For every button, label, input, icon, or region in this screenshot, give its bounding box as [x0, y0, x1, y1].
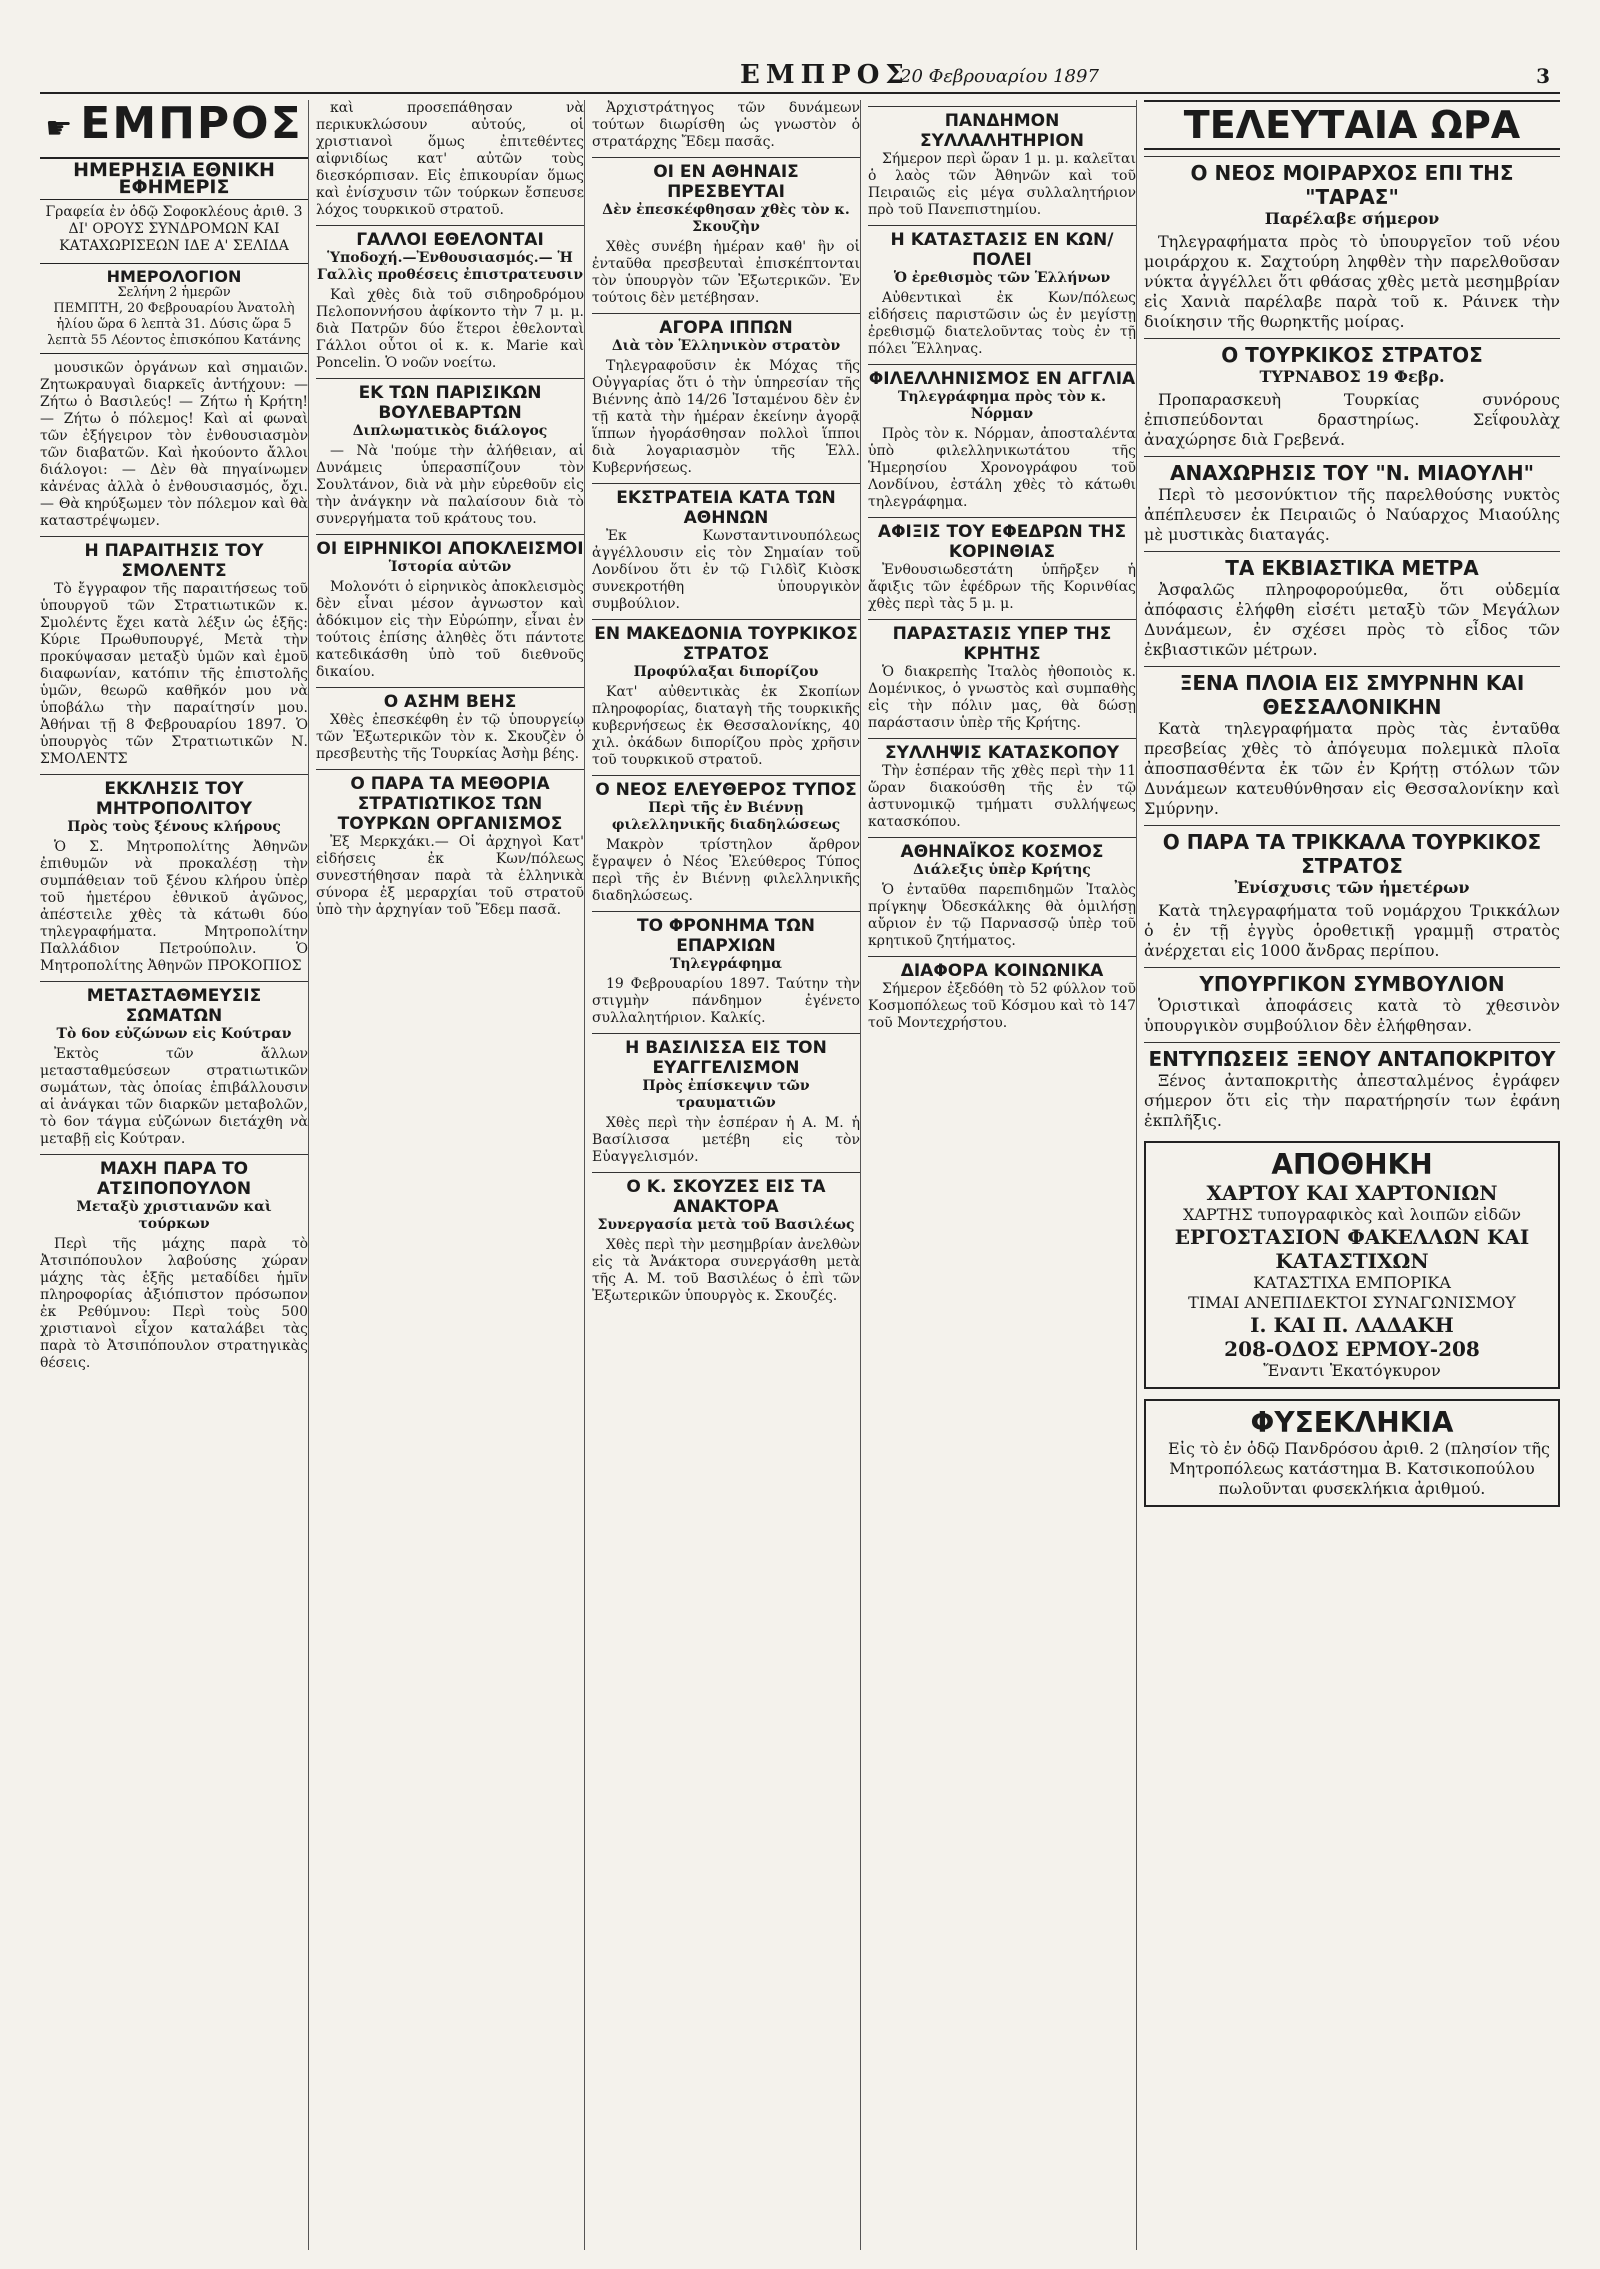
page-number: 3 [1536, 64, 1550, 88]
masthead-logo: ☛ ΕΜΠΡΟΣ [45, 100, 303, 149]
article-heading: ΤΟ ΦΡΟΝΗΜΑ ΤΩΝ ΕΠΑΡΧΙΩΝ [592, 911, 860, 956]
article-heading: ΜΑΧΗ ΠΑΡΑ ΤΟ ΑΤΣΙΠΟΠΟΥΛΟΝ [40, 1154, 308, 1199]
article-heading: ΓΑΛΛΟΙ ΕΘΕΛΟΝΤΑΙ [316, 225, 584, 250]
article-heading: ΕΚΣΤΡΑΤΕΙΑ ΚΑΤΑ ΤΩΝ ΑΘΗΝΩΝ [592, 483, 860, 528]
article-heading: Ο ΝΕΟΣ ΜΟΙΡΑΡΧΟΣ ΕΠΙ ΤΗΣ "ΤΑΡΑΣ" [1144, 156, 1560, 209]
article-subheading: Πρὸς τοὺς ξένους κλήρους [67, 819, 281, 835]
column-3 [592, 100, 861, 2250]
article-heading: Ο ΠΑΡΑ ΤΑ ΜΕΘΟΡΙΑ ΣΤΡΑΤΙΩΤΙΚΟΣ ΤΩΝ ΤΟΥΡΚΩΝ ΟΡΓΑΝΙΣΜΟΣ [316, 769, 584, 834]
article-subheading: Διπλωματικὸς διάλογος [352, 423, 548, 439]
article-heading: ΠΑΝΔΗΜΟΝ ΣΥΛΛΑΛΗΤΗΡΙΟΝ [868, 106, 1136, 151]
article-subheading: Διὰ τὸν Ἑλληνικὸν στρατὸν [611, 338, 841, 354]
article-text: Προπαρασκευὴ Τουρκίας συνόρους ἐπισπεύδονται δραστηρίως. Σεΐφουλὰχ ἀναχώρησε διὰ Γρεβενά. [1144, 390, 1560, 449]
ad-line: ΤΙΜΑΙ ΑΝΕΠΙΔΕΚΤΟΙ ΣΥΝΑΓΩΝΙΣΜΟΥ [1188, 1293, 1516, 1312]
article-subheading: Ὑποδοχή.—Ἐνθουσιασμός.— Ἡ Γαλλὶς προθέσεις ἐπιστρατευσιν [316, 250, 584, 283]
article-text: Τηλεγραφήματα πρὸς τὸ ὑπουργεῖον τοῦ νέου μοιράρχου κ. Σαχτούρη ληφθὲν τὴν παρελθοῦσαν νύκτα ἀγγέλλει ὅτι φθάσας χθὲς μετὰ μεσημβρίαν εἰς Χανιὰ παρέλαβε παρὰ τοῦ κ. Ράινεκ τὴν διοίκησιν τῆς θωρηκτῆς μοίρας. [1144, 232, 1560, 331]
article-subheading: Τηλεγράφημα πρὸς τὸν κ. Νόρμαν [898, 389, 1106, 422]
article-heading: Η ΠΑΡΑΙΤΗΣΙΣ ΤΟΥ ΣΜΟΛΕΝΤΣ [40, 536, 308, 581]
article-heading: Ο Κ. ΣΚΟΥΖΕΣ ΕΙΣ ΤΑ ΑΝΑΚΤΟΡΑ [592, 1172, 860, 1217]
last-hour-heading: ΤΕΛΕΥΤΑΙΑ ΩΡΑ [1144, 100, 1560, 150]
masthead-office: Γραφεία ἐν ὁδῷ Σοφοκλέους ἀριθ. 3 [45, 204, 303, 220]
article-heading: Η ΒΑΣΙΛΙΣΣΑ ΕΙΣ ΤΟΝ ΕΥΑΓΓΕΛΙΣΜΟΝ [592, 1033, 860, 1078]
article-heading: ΑΘΗΝΑΪΚΟΣ ΚΟΣΜΟΣ [868, 837, 1136, 862]
article-subheading: Τὸ 6ον εὐζώνων εἰς Κούτραν [56, 1026, 292, 1042]
masthead [40, 100, 308, 255]
article-subheading: Διάλεξις ὑπὲρ Κρήτης [913, 862, 1091, 878]
article-text: καὶ προσεπάθησαν νὰ περικυκλώσουν αὐτούς, οἱ χριστιανοὶ ὅμως ἐπιτεθέντες αἰφνιδίως κατ' αὐτῶν τοὺς διεσκόρπισαν. Εἰς ἐπικουρίαν ὅμως καὶ ἐνίσχυσιν τῶν τούρκων ἔσπευσε λόχος τουρκικοῦ στρατοῦ. [316, 100, 584, 218]
article-text: Κατὰ τηλεγραφήματα τοῦ νομάρχου Τρικκάλων ὁ ἐν τῇ ἐγγὺς ὁροθετικῇ γραμμῇ στρατὸς ἀνέρχεται εἰς 1000 ἄνδρας περίπου. [1144, 901, 1560, 960]
article-text: Ἐνθουσιωδεστάτη ὑπῆρξεν ἡ ἄφιξις τῶν ἐφέδρων τῆς Κορινθίας χθὲς περὶ τὰς 5 μ. μ. [868, 562, 1136, 612]
article-subheading: Ὁ ἐρεθισμὸς τῶν Ἑλλήνων [893, 270, 1111, 286]
article-text: Σήμερον ἐξεδόθη τὸ 52 φύλλον τοῦ Κοσμοπόλεως τοῦ Κόσμου καὶ τὸ 147 τοῦ Μοντεχρήστου. [868, 981, 1136, 1031]
article-text: Ἀρχιστράτηγος τῶν δυνάμεων τούτων διωρίσθη ὡς γνωστὸν ὁ στρατάρχης Ἔδεμ πασᾶς. [592, 100, 860, 150]
article-text: Ἐκτὸς τῶν ἄλλων μετασταθμεύσεων στρατιωτικῶν σωμάτων, τὰς ὁποίας ἐπιβάλλουσιν αἱ ἀνάγκαι τῶν διαρκῶν μεταβολῶν, τὸ 6ον τάγμα εὐζώνων διετάχθη νὰ μεταβῇ εἰς Κούτραν. [40, 1046, 308, 1147]
ad-title: ΦΥΣΕΚΛΗΚΙΑ [1250, 1406, 1454, 1439]
article-heading: ΜΕΤΑΣΤΑΘΜΕΥΣΙΣ ΣΩΜΑΤΩΝ [40, 981, 308, 1026]
article-text: Μολονότι ὁ εἰρηνικὸς ἀποκλεισμὸς δὲν εἶναι μέσον ἀγνωστον καὶ ἀδόκιμον εἰς τὴν Εὐρώπην, εἶναι ἐν τούτοις ἐπίσης ἀληθὲς ὅτι πάντοτε κατεδικάσθη ὑπὸ τοῦ διεθνοῦς δικαίου. [316, 579, 584, 680]
article-text: Τηλεγραφοῦσιν ἐκ Μόχας τῆς Οὐγγαρίας ὅτι ὁ τὴν ὑπηρεσίαν τῆς Βιέννης ἀπὸ 14/26 Ἰσταμένου δὲν ἐν τῇ κατὰ τὴν ἡμέραν ἐκείνην ἀγορᾷ ἵππων ἠγοράσθησαν πολλοὶ ἵπποι διὰ λογαριασμὸν τῆς Ἑλλ. Κυβερνήσεως. [592, 358, 860, 476]
column-4 [868, 100, 1137, 2250]
article-text: Ξένος ἀνταποκριτὴς ἀπεσταλμένος ἐγράφεν σήμερον ὅτι εἰς τὴν παρατήρησίν των ἐφάνη ἐκπλῆξις. [1144, 1071, 1560, 1130]
article-heading: Ο ΝΕΟΣ ΕΛΕΥΘΕΡΟΣ ΤΥΠΟΣ [592, 775, 860, 800]
article-subheading: Περὶ τῆς ἐν Βιέννῃ φιλελληνικῆς διαδηλώσεως [611, 800, 841, 833]
article-text: Τὴν ἑσπέραν τῆς χθὲς περὶ τὴν 11 ὥραν διακούσθη τῆς ἐν τῷ ἀστυνομικῷ τμήματι συλλήψεως κατασκόπου. [868, 763, 1136, 830]
article-text: Καὶ χθὲς διὰ τοῦ σιδηροδρόμου Πελοποννήσου ἀφίκοντο τὴν 7 μ. μ. διὰ Πατρῶν δύο ἕτεροι ἐθελονταὶ Γάλλοι οὗτοι οἱ κ. κ. Marie καὶ Poncelin. Ὁ νοῶν νοείτω. [316, 287, 584, 371]
masthead-subtitle: ΗΜΕΡΗΣΙΑ ΕΘΝΙΚΗ ΕΦΗΜΕΡΙΣ [40, 157, 308, 200]
ad-title: ΑΠΟΘΗΚΗ [1271, 1148, 1433, 1181]
cartridge-belts-ad [1144, 1399, 1560, 1507]
article-heading: ΑΝΑΧΩΡΗΣΙΣ ΤΟΥ "Ν. ΜΙΑΟΥΛΗ" [1144, 456, 1560, 485]
article-subheading: Ἐνίσχυσις τῶν ἡμετέρων [1234, 878, 1470, 897]
almanac-text: ΠΕΜΠΤΗ, 20 Φεβρουαρίου Ἀνατολὴ ἡλίου ὥρα 6 λεπτὰ 31. Δύσις ὥρα 5 λεπτὰ 55 Λέοντος ἐπισκόπου Κατάνης [47, 301, 301, 348]
article-heading: ΟΙ ΕΙΡΗΝΙΚΟΙ ΑΠΟΚΛΕΙΣΜΟΙ [316, 534, 584, 559]
article-text: Περὶ τὸ μεσονύκτιον τῆς παρελθούσης νυκτὸς ἀπέπλευσεν ἐκ Πειραιῶς ὁ Ναύαρχος Μιαούλης μὲ μυστικὰς διαταγάς. [1144, 485, 1560, 544]
article-text: Ὁριστικαὶ ἀποφάσεις κατὰ τὸ χθεσινὸν ὑπουργικὸν συμβούλιον δὲν ἐλήφθησαν. [1144, 996, 1560, 1035]
article-heading: ΟΙ ΕΝ ΑΘΗΝΑΙΣ ΠΡΕΣΒΕΥΤΑΙ [592, 157, 860, 202]
article-text: — Νὰ 'πούμε τὴν ἀλήθειαν, αἱ Δυνάμεις ὑπερασπίζουν τὸν Σουλτάνον, διὰ νὰ μὴν εὑρεθοῦν εἰς τὴν ἀνάγκην νὰ παλαίσουν διὰ τὸ συνεργήματα τοῦ κράτους του. [316, 443, 584, 527]
article-text: Ὁ Σ. Μητροπολίτης Ἀθηνῶν ἐπιθυμῶν νὰ προκαλέσῃ τὴν συμπάθειαν τοῦ ξένου κλήρου ὑπὲρ τοῦ ἡμετέρου ἐθνικοῦ ἀγῶνος, ἀπέστειλε χθὲς τὰ κάτωθι δύο τηλεγραφήματα. Μητροπολίτην Παλλάδιον Πετρούπολιν. Ὁ Μητροπολίτης Ἀθηνῶν ΠΡΟΚΟΠΙΟΣ [40, 839, 308, 974]
article-subheading: Τηλεγράφημα [669, 956, 783, 972]
article-text: Αὐθεντικαὶ ἐκ Κων/πόλεως εἰδήσεις παριστῶσιν ὡς ἐν μεγίστῃ ἐρεθισμῷ διατελοῦντας τοὺς ἐν τῇ πόλει Ἕλληνας. [868, 290, 1136, 357]
column-5 [1144, 100, 1560, 2250]
article-heading: ΕΝΤΥΠΩΣΕΙΣ ΞΕΝΟΥ ΑΝΤΑΠΟΚΡΙΤΟΥ [1144, 1042, 1560, 1071]
article-heading: ΔΙΑΦΟΡΑ ΚΟΙΝΩΝΙΚΑ [868, 956, 1136, 981]
article-heading: ΕΚΚΛΗΣΙΣ ΤΟΥ ΜΗΤΡΟΠΟΛΙΤΟΥ [40, 774, 308, 819]
article-subheading: Ἱστορία αὐτῶν [388, 559, 512, 575]
article-text: Ἀσφαλῶς πληροφορούμεθα, ὅτι οὐδεμία ἀπόφασις ἐλήφθη εἰσέτι μεταξὺ τῶν Μεγάλων Δυνάμεων, ἐν σχέσει πρὸς τὸ εἶδος τῶν ἐκβιαστικῶν μέτρων. [1144, 580, 1560, 659]
article-subheading: Συνεργασία μετὰ τοῦ Βασιλέως [597, 1217, 855, 1233]
article-heading: ΠΑΡΑΣΤΑΣΙΣ ΥΠΕΡ ΤΗΣ ΚΡΗΤΗΣ [868, 619, 1136, 664]
article-heading: Η ΚΑΤΑΣΤΑΣΙΣ ΕΝ ΚΩΝ/ΠΟΛΕΙ [868, 225, 1136, 270]
header-date: 20 Φεβρουαρίου 1897 [900, 66, 1099, 87]
article-heading: Ο ΤΟΥΡΚΙΚΟΣ ΣΤΡΑΤΟΣ [1144, 338, 1560, 367]
ad-line: ΧΑΡΤΗΣ τυπογραφικὸς καὶ λοιπῶν εἰδῶν [1183, 1205, 1521, 1224]
almanac [40, 263, 308, 354]
article-subheading: ΤΥΡΝΑΒΟΣ 19 Φεβρ. [1259, 367, 1445, 386]
article-text: Μακρὸν τρίστηλον ἄρθρον ἔγραψεν ὁ Νέος Ἐλεύθερος Τύπος περὶ τῆς ἐν Βιέννῃ φιλελληνικῆς διαδηλώσεως. [592, 837, 860, 904]
article-heading: ΦΙΛΕΛΛΗΝΙΣΜΟΣ ΕΝ ΑΓΓΛΙΑ [868, 364, 1136, 389]
article-text: 19 Φεβρουαρίου 1897. Ταύτην τὴν στιγμὴν πάνδημον ἐγένετο συλλαλητήριον. Καλκίς. [592, 976, 860, 1026]
almanac-moon: Σελήνη 2 ἡμερῶν [117, 285, 231, 300]
article-text: Σήμερον περὶ ὥραν 1 μ. μ. καλεῖται ὁ λαὸς τῶν Ἀθηνῶν καὶ τοῦ Πειραιῶς εἰς μέγα συλλαλητήριον πρὸ τοῦ Πανεπιστημίου. [868, 151, 1136, 218]
article-text: Ὁ διακρεπὴς Ἰταλὸς ἠθοποιὸς κ. Δομένικος, ὁ γνωστὸς καὶ συμπαθὴς εἰς τὴν πόλιν μας, θὰ δώσῃ παράστασιν ὑπὲρ τῆς Κρήτης. [868, 664, 1136, 731]
article-heading: ΑΓΟΡΑ ΙΠΠΩΝ [592, 313, 860, 338]
almanac-heading: ΗΜΕΡΟΛΟΓΙΟΝ [106, 267, 242, 286]
column-2 [316, 100, 585, 2250]
article-text: Χθὲς ἐπεσκέφθη ἐν τῷ ὑπουργείῳ τῶν Ἐξωτερικῶν τὸν κ. Σκουζὲν ὁ πρεσβευτὴς τῆς Τουρκίας Ἀσὴμ βέης. [316, 712, 584, 762]
article-subheading: Προφύλαξαι διπορίζου [633, 664, 819, 680]
article-heading: ΞΕΝΑ ΠΛΟΙΑ ΕΙΣ ΣΜΥΡΝΗΝ ΚΑΙ ΘΕΣΣΑΛΟΝΙΚΗΝ [1144, 666, 1560, 719]
article-text: Χθὲς περὶ τὴν μεσημβρίαν ἀνελθὼν εἰς τὰ Ἀνάκτορα συνεργάσθη μετὰ τῆς Α. Μ. τοῦ Βασιλέως ὁ ἐπὶ τῶν Ἐξωτερικῶν ὑπουργὸς κ. Σκουζές. [592, 1237, 860, 1304]
article-heading: ΑΦΙΞΙΣ ΤΟΥ ΕΦΕΔΡΩΝ ΤΗΣ ΚΟΡΙΝΘΙΑΣ [868, 517, 1136, 562]
article-text: μουσικῶν ὀργάνων καὶ σημαιῶν. Ζητωκραυγαὶ διαρκεῖς ἀντήχουν: — Ζήτω ὁ Βασιλεύς! — Ζήτω ἡ Κρήτη! — Ζήτω ὁ πόλεμος! Καὶ αἱ φωναὶ τῶν ἐξήγειρον τὸν ἐνθουσιασμὸν τῶν διαβατῶν. Καὶ ἠκούοντο ἄλλοι διάλογοι: — Δὲν θὰ πηγαίνωμεν κἀνένας ἀλλὰ ὁ ἐνθουσιασμός, ὄχι. — Θὰ κηρύξωμεν τὸν πόλεμον καὶ θὰ καταστρέψωμεν. [40, 360, 308, 529]
article-text: Χθὲς περὶ τὴν ἑσπέραν ἡ Α. Μ. ἡ Βασίλισσα μετέβη εἰς τὸν Εὐαγγελισμόν. [592, 1115, 860, 1165]
article-heading: ΕΝ ΜΑΚΕΔΟΝΙΑ ΤΟΥΡΚΙΚΟΣ ΣΤΡΑΤΟΣ [592, 619, 860, 664]
article-text: Τὸ ἔγγραφον τῆς παραιτήσεως τοῦ ὑπουργοῦ τῶν Στρατιωτικῶν κ. Σμολέντς ἔχει κατὰ λέξιν ὡς ἑξῆς: Κύριε Πρωθυπουργέ, Μετὰ τὴν προκύψασαν μεταξὺ ὑμῶν καὶ ἐμοῦ διαφωνίαν, κατόπιν τῆς ἐπιστολῆς ὑμῶν, θεωρῶ καθῆκόν μου νὰ ὑποβάλω τὴν παραίτησίν μου. Ἀθήναι τῇ 8 Φεβρουαρίου 1897. Ὁ ὑπουργὸς τῶν Στρατιωτικῶν Ν. ΣΜΟΛΕΝΤΣ [40, 581, 308, 767]
ad-line: Ι. ΚΑΙ Π. ΛΑΔΑΚΗ [1250, 1313, 1454, 1337]
article-text: Ἐκ Κωνσταντινουπόλεως ἀγγέλλουσιν εἰς τὸν Σημαίαν τοῦ Λονδίνου ὅτι ἐν τῷ Γιλδὶζ Κιὸσκ συνεκροτήθη ὑπουργικὸν συμβούλιον. [592, 528, 860, 612]
article-subheading: Μεταξὺ χριστιανῶν καὶ τούρκων [76, 1199, 272, 1232]
ad-line: Ἔναντι Ἑκατόγκυρον [1263, 1361, 1441, 1380]
article-text: Χθὲς συνέβη ἡμέραν καθ' ἣν οἱ ἐνταῦθα πρεσβευταὶ ἐπισκέπτονται τὸν ὑπουργὸν τῶν Ἐξωτερικῶν. Ἐν τούτοις δὲν μετέβησαν. [592, 239, 860, 306]
header-title: ΕΜΠΡΟΣ [740, 60, 910, 90]
article-heading: ΣΥΛΛΗΨΙΣ ΚΑΤΑΣΚΟΠΟΥ [868, 738, 1136, 763]
article-heading: ΕΚ ΤΩΝ ΠΑΡΙΣΙΚΩΝ ΒΟΥΛΕΒΑΡΤΩΝ [316, 378, 584, 423]
article-heading: Ο ΑΣΗΜ ΒΕΗΣ [316, 687, 584, 712]
ad-line: ΧΑΡΤΟΥ ΚΑΙ ΧΑΡΤΟΝΙΩΝ [1206, 1181, 1498, 1205]
article-heading: ΤΑ ΕΚΒΙΑΣΤΙΚΑ ΜΕΤΡΑ [1144, 551, 1560, 580]
ad-line: 208-ΟΔΟΣ ΕΡΜΟΥ-208 [1224, 1337, 1480, 1361]
paper-warehouse-ad [1144, 1141, 1560, 1389]
article-subheading: Δὲν ἐπεσκέφθησαν χθὲς τὸν κ. Σκουζὴν [602, 202, 850, 235]
article-text: Πρὸς τὸν κ. Νόρμαν, ἀποσταλέντα ὑπὸ φιλελληνικωτάτου τῆς Ἡμερησίου Χρονογράφου τοῦ Λονδίνου, ἐστάλη χθὲς τὸ κάτωθι τηλεγράφημα. [868, 426, 1136, 510]
column-1 [40, 100, 309, 2250]
article-text: Ἐξ Μερκχάκι.— Οἱ ἀρχηγοὶ Κατ' εἰδήσεις ἐκ Κων/πόλεως συνεστήθησαν παρὰ τὰ ἑλληνικὰ σύνορα ἐξ μεραρχίαι τοῦ στρατοῦ ὑπὸ τὴν ἀρχηγίαν τοῦ Ἔδεμ πασᾶ. [316, 834, 584, 918]
article-text: Κατ' αὐθεντικὰς ἐκ Σκοπίων πληροφορίας, διαταγὴ τῆς τουρκικῆς κυβερνήσεως ἐκ Θεσσαλονίκης, 40 χιλ. ὀκάδων διπορίζου πρὸς χρῆσιν τοῦ τουρκικοῦ στρατοῦ. [592, 684, 860, 768]
ad-text: Εἰς τὸ ἐν ὁδῷ Πανδρόσου ἀριθ. 2 (πλησίον τῆς Μητροπόλεως κατάστημα Β. Κατσικοπούλου πωλοῦνται φυσεκλήκια ἀριθμού. [1168, 1439, 1550, 1498]
article-text: Περὶ τῆς μάχης παρὰ τὸ Ἀτσιπόπουλον λαβούσης χώραν μάχης τὰς ἑξῆς μεταδίδει ἡμῖν πληροφορίας ἀξιόπιστον πρόσωπον ἐκ Ρεθύμνου: Περὶ τοὺς 500 χριστιανοὶ εἶχον καταλάβει τὰς παρὰ τὸ Ἀτσιπόπουλον στρατηγικὰς θέσεις. [40, 1236, 308, 1371]
page-header [40, 58, 1560, 94]
masthead-terms: ΔΙ' ΟΡΟΥΣ ΣΥΝΔΡΟΜΩΝ ΚΑΙ ΚΑΤΑΧΩΡΙΣΕΩΝ ΙΔΕ Α' ΣΕΛΙΔΑ [59, 221, 289, 254]
article-heading: ΥΠΟΥΡΓΙΚΟΝ ΣΥΜΒΟΥΛΙΟΝ [1144, 967, 1560, 996]
pointing-hand-icon: ☛ [45, 111, 75, 146]
article-subheading: Παρέλαβε σήμερον [1264, 209, 1440, 228]
article-heading: Ο ΠΑΡΑ ΤΑ ΤΡΙΚΚΑΛΑ ΤΟΥΡΚΙΚΟΣ ΣΤΡΑΤΟΣ [1144, 825, 1560, 878]
ad-line: ΚΑΤΑΣΤΙΧΑ ΕΜΠΟΡΙΚΑ [1253, 1273, 1451, 1292]
ad-line: ΕΡΓΟΣΤΑΣΙΟΝ ΦΑΚΕΛΛΩΝ ΚΑΙ ΚΑΤΑΣΤΙΧΩΝ [1174, 1225, 1530, 1273]
article-subheading: Πρὸς ἐπίσκεψιν τῶν τραυματιῶν [642, 1078, 810, 1111]
article-text: Ὁ ἐνταῦθα παρεπιδημῶν Ἰταλὸς πρίγκηψ Ὀδεσκάλκης θὰ ὁμιλήσῃ αὔριον ἐν τῷ Παρνασσῷ ὑπὲρ τοῦ κρητικοῦ ζητήματος. [868, 882, 1136, 949]
article-text: Κατὰ τηλεγραφήματα πρὸς τὰς ἐνταῦθα πρεσβείας χθὲς τὸ ἀπόγευμα πολεμικὰ πλοῖα ἀποσπασθέντα ἐκ τῶν ἐν Κρήτῃ στόλων τῶν Δυνάμεων κατευθύνθησαν εἰς Θεσσαλονίκην καὶ Σμύρνην. [1144, 719, 1560, 818]
